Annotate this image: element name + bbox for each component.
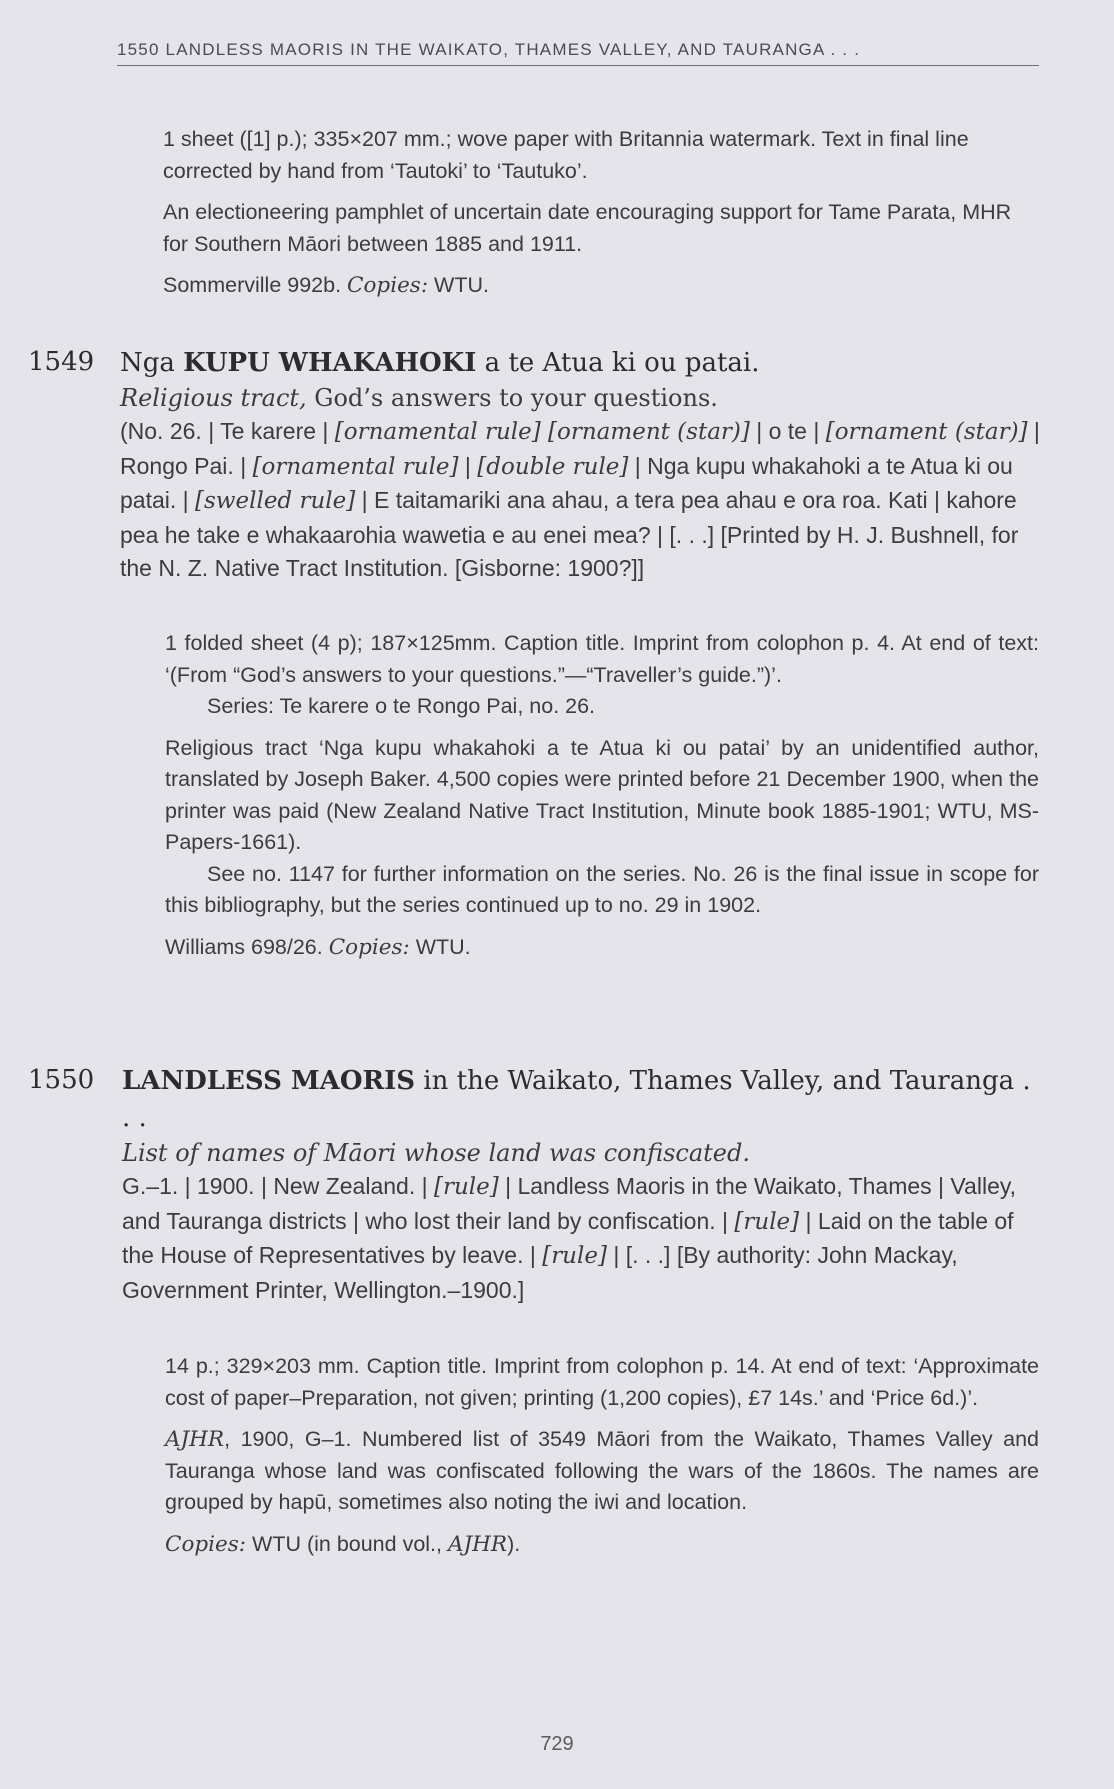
annotation-note: See no. 1147 for further information on the series. No. 26 is the final issue in scope for this bibliography, but the series continued up to no. 29 in 1902. xyxy=(165,861,1039,917)
transcribed-text: | [. . .] [By authority: John Mackay, Government Printer, Wellington.–1900.] xyxy=(122,1242,958,1303)
editorial-description: [rule] xyxy=(542,1243,607,1269)
transcribed-text: | Landless Maoris in the Waikato, Thames | Valley, and Tauranga districts | who lost their land by confiscation. | xyxy=(122,1173,1017,1234)
entry-number-1550: 1550 xyxy=(28,1065,95,1095)
annotation-note: Religious tract ‘Nga kupu whakahoki a te Atua ki ou patai’ by an unidentified author, translated by Joseph Baker. 4,500 copies were printed before 21 December 1900, when the printer was paid (New Zealand Native Tract Institution, Minute book 1885-1901; WTU, MS-Papers-1661). xyxy=(165,735,1039,854)
editorial-description: [ornamental rule] xyxy=(252,453,459,480)
transcribed-text: | Nga kupu whakahoki a te Atua ki ou patai. | xyxy=(120,452,1013,513)
editorial-description: [rule] xyxy=(433,1174,499,1200)
running-head: 1550 LANDLESS MAORIS IN THE WAIKATO, THAMES VALLEY, AND TAURANGA . . . xyxy=(117,40,1039,66)
transcribed-text: | E taitamariki ana ahau, a tera pea ahau e ora roa. Kati | kahore pea he take e whakaarohia wawetia e au enei mea? | [. . .] [Printed by H. J. Bushnell, for the N. Z. Native Tract Institution. [Gisborne: 1900?]] xyxy=(120,487,1019,581)
title-transcription xyxy=(122,1170,1040,1307)
entry-1550 xyxy=(122,1063,1040,1307)
entry-1549 xyxy=(120,345,1040,586)
transcribed-text: | o te | xyxy=(749,418,826,444)
physical-description: 1 sheet ([1] p.); 335×207 mm.; wove paper with Britannia watermark. Text in final line corrected by hand from ‘Tautoki’ to ‘Tautuko’. xyxy=(163,127,969,183)
transcribed-text: | Rongo Pai. | xyxy=(120,418,1040,479)
editorial-description: [swelled rule] xyxy=(195,488,356,514)
transcribed-text: (No. 26. | Te karere | xyxy=(120,418,335,444)
physical-description: 14 p.; 329×203 mm. Caption title. Imprint from colophon p. 14. At end of text: ‘Approximate cost of paper–Preparation, not given; printing (1,200 copies), £7 14s.’ and ‘Price 6d.)’. xyxy=(165,1354,1039,1410)
physical-description: 1 folded sheet (4 p); 187×125mm. Caption title. Imprint from colophon p. 4. At end of text: ‘(From “God’s answers to your questions.”—“Traveller’s guide.”)’. xyxy=(165,631,1039,687)
entry-number-1549: 1549 xyxy=(28,347,95,377)
transcribed-text: | xyxy=(458,452,478,479)
entry-1549-notes xyxy=(165,628,1039,963)
annotation-note: AJHR, 1900, G–1. Numbered list of 3549 Māori from the Waikato, Thames Valley and Tauranga whose land was confiscated following the wars of the 1860s. The names are grouped by hapū, sometimes also noting the iwi and location. xyxy=(165,1427,1039,1514)
editorial-description: [double rule] xyxy=(477,453,629,480)
carryover-entry xyxy=(163,124,1039,302)
transcribed-text: | Laid on the table of the House of Representatives by leave. | xyxy=(122,1207,1014,1268)
annotation-note: An electioneering pamphlet of uncertain date encouraging support for Tame Parata, MHR for Southern Māori between 1885 and 1911. xyxy=(163,200,1012,256)
series-statement: Series: Te karere o te Rongo Pai, no. 26. xyxy=(207,694,596,718)
entry-subtitle: List of names of Māori whose land was confiscated. xyxy=(122,1139,750,1167)
entry-title: LANDLESS MAORIS in the Waikato, Thames Valley, and Tauranga . . . xyxy=(122,1066,1031,1133)
editorial-description: [rule] xyxy=(734,1208,800,1235)
entry-title: Nga KUPU WHAKAHOKI a te Atua ki ou patai. xyxy=(120,348,760,378)
editorial-description: [ornament (star)] xyxy=(825,419,1028,445)
reference-line: Copies: WTU (in bound vol., AJHR). xyxy=(165,1531,521,1557)
page-number: 729 xyxy=(540,1733,574,1755)
transcribed-text: G.–1. | 1900. | New Zealand. | xyxy=(122,1173,434,1199)
title-transcription xyxy=(120,415,1040,586)
editorial-description: [ornamental rule] [ornament (star)] xyxy=(334,419,750,445)
reference-line: Sommerville 992b. Copies: WTU. xyxy=(163,273,489,298)
entry-subtitle: Religious tract, God’s answers to your questions. xyxy=(120,384,718,412)
reference-line: Williams 698/26. Copies: WTU. xyxy=(165,934,471,960)
entry-1550-notes xyxy=(165,1351,1039,1560)
